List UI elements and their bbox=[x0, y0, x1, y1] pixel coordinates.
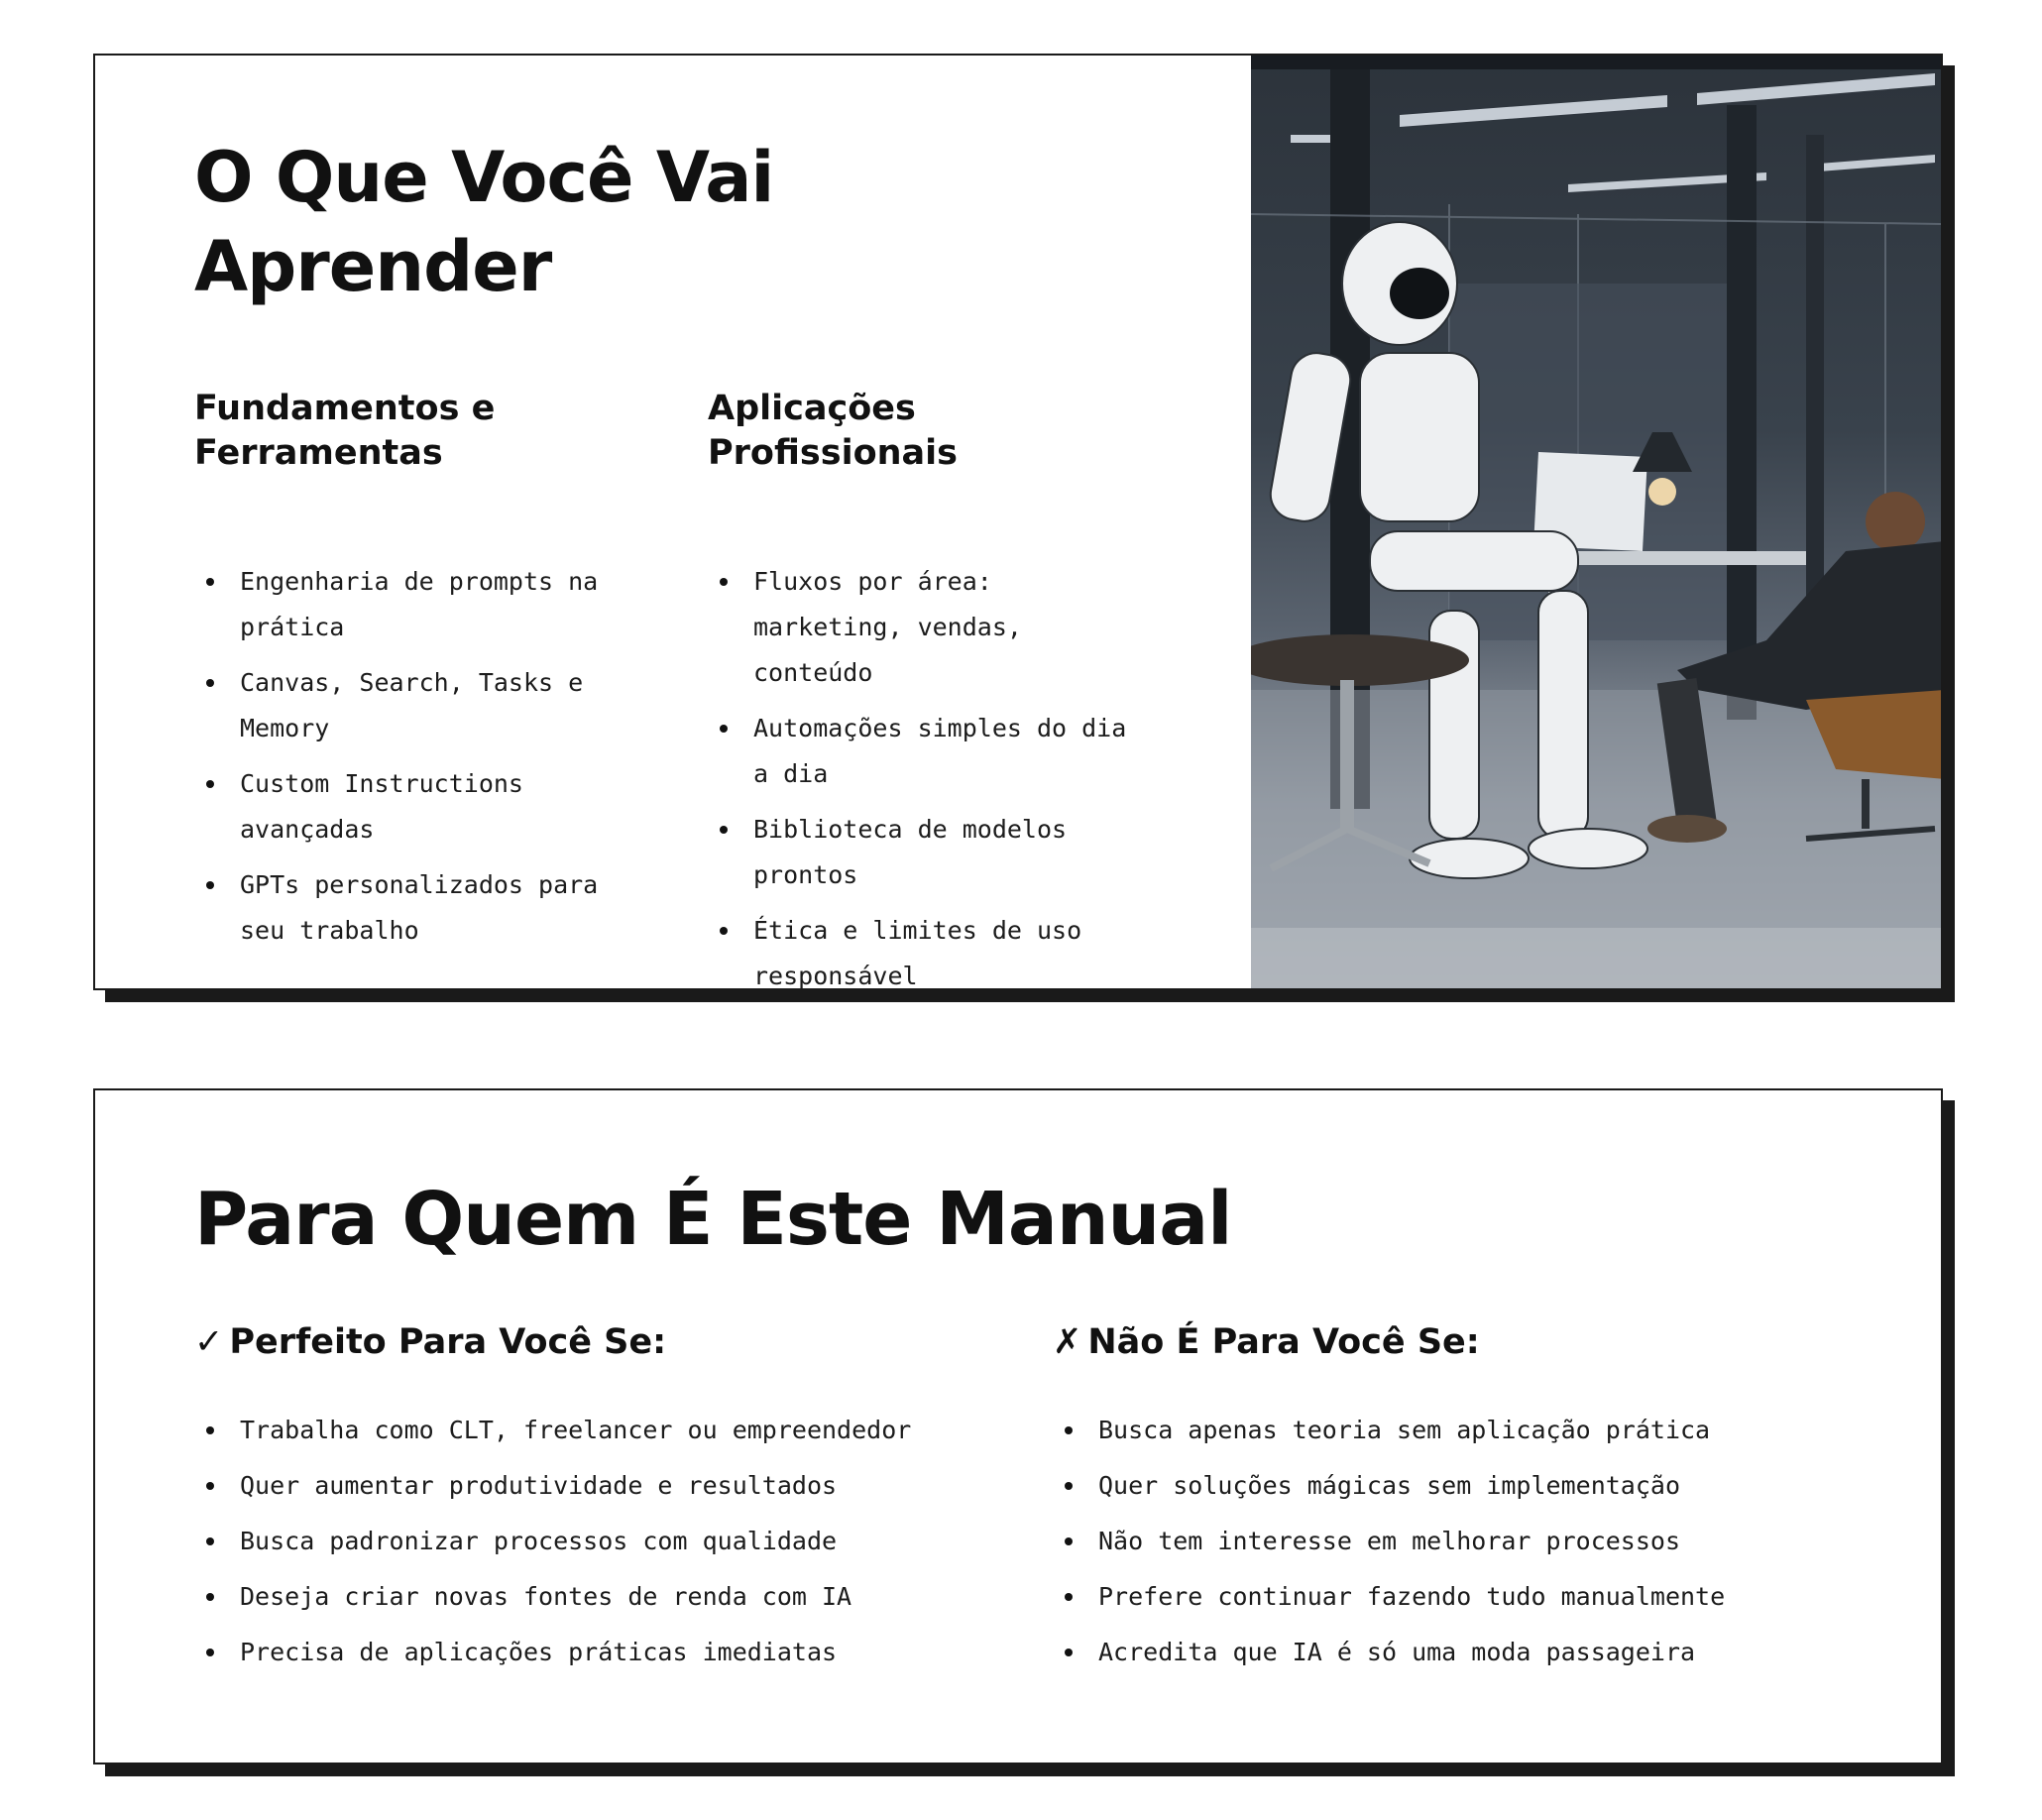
list-item: Deseja criar novas fontes de renda com IA bbox=[194, 1574, 911, 1620]
cross-icon: ✗ bbox=[1053, 1322, 1082, 1362]
list-item: Quer aumentar produtividade e resultados bbox=[194, 1463, 911, 1509]
list-item: Automações simples do dia a dia bbox=[708, 706, 1144, 797]
list-item: Não tem interesse em melhorar processos bbox=[1053, 1519, 1725, 1564]
perfect-for-you-label: Perfeito Para Você Se: bbox=[229, 1322, 667, 1362]
applications-list bbox=[708, 559, 1144, 990]
not-for-you-heading bbox=[1053, 1320, 1480, 1365]
list-item: Canvas, Search, Tasks e Memory bbox=[194, 660, 621, 751]
list-item: Busca apenas teoria sem aplicação prática bbox=[1053, 1408, 1725, 1453]
audience-card bbox=[93, 1088, 1943, 1764]
robot-office-photo bbox=[1251, 56, 1943, 990]
list-item: Ética e limites de uso responsável bbox=[708, 908, 1144, 990]
list-item: Biblioteca de modelos prontos bbox=[708, 807, 1144, 898]
list-item: Trabalha como CLT, freelancer ou empreendedor bbox=[194, 1408, 911, 1453]
robot-and-person-office-photo-icon bbox=[1251, 56, 1943, 990]
list-item: Fluxos por área: marketing, vendas, conteúdo bbox=[708, 559, 1144, 696]
list-item: Precisa de aplicações práticas imediatas bbox=[194, 1630, 911, 1675]
perfect-for-you-list bbox=[194, 1408, 911, 1685]
not-for-you-list bbox=[1053, 1408, 1725, 1685]
learn-card bbox=[93, 54, 1943, 990]
not-for-you-label: Não É Para Você Se: bbox=[1087, 1322, 1480, 1362]
audience-title: Para Quem É Este Manual bbox=[194, 1177, 1232, 1262]
list-item: Engenharia de prompts na prática bbox=[194, 559, 621, 650]
fundamentals-heading: Fundamentos e Ferramentas bbox=[194, 389, 496, 473]
fundamentals-list bbox=[194, 559, 621, 964]
learn-title: O Que Você Vai Aprender bbox=[194, 137, 774, 307]
list-item: Acredita que IA é só uma moda passageira bbox=[1053, 1630, 1725, 1675]
list-item: Custom Instructions avançadas bbox=[194, 761, 621, 853]
list-item: GPTs personalizados para seu trabalho bbox=[194, 862, 621, 954]
check-icon: ✓ bbox=[194, 1322, 224, 1362]
applications-heading: Aplicações Profissionais bbox=[708, 389, 958, 473]
list-item: Prefere continuar fazendo tudo manualmente bbox=[1053, 1574, 1725, 1620]
perfect-for-you-heading bbox=[194, 1320, 666, 1365]
list-item: Quer soluções mágicas sem implementação bbox=[1053, 1463, 1725, 1509]
list-item: Busca padronizar processos com qualidade bbox=[194, 1519, 911, 1564]
